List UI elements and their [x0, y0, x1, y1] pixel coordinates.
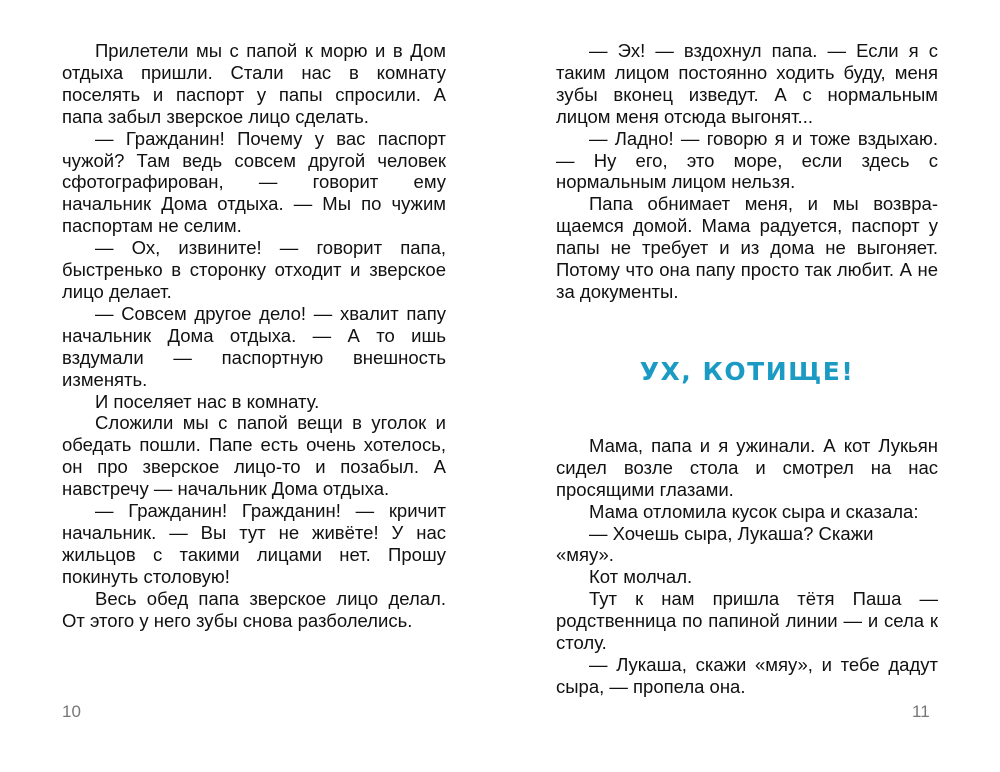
paragraph: Мама отломила кусок сыра и сказала:	[589, 500, 919, 522]
page-number-left: 10	[62, 702, 81, 721]
paragraph-continuation: «мяу».	[556, 544, 614, 566]
paragraph: Мама, папа и я ужинали. А кот Лукьян сидел возле стола и смотрел на нас просящими глазами.	[556, 434, 938, 500]
paragraph: — Лукаша, скажи «мяу», и тебе дадут сыра, — пропела она.	[556, 653, 938, 697]
right-text-column	[556, 40, 938, 698]
paragraph: И поселяет нас в комнату.	[95, 390, 320, 412]
paragraph: Кот молчал.	[589, 566, 693, 588]
left-text-column	[62, 40, 446, 631]
paragraph: Папа обнимает меня, и мы возвращаемся домой. Мама радуется, паспорт у папы не требует и из дома не выгоняет. Потому что она папу просто так любит. А не за документы.	[556, 193, 938, 302]
paragraph: Сложили мы с папой вещи в уголок и обедать пошли. Папе есть очень хотелось, он про зверское лицо-то и позабыл. А навстречу — начальник Дома отдыха.	[62, 412, 446, 500]
paragraph: — Ладно! — говорю я и тоже вздыхаю. — Ну его, это море, если здесь с нормальным лицом нельзя.	[556, 127, 938, 193]
paragraph: Прилетели мы с папой к морю и в Дом отдыха пришли. Стали нас в комнату поселять и паспорт у папы спросили. А папа забыл зверское лицо сделать.	[62, 40, 446, 127]
page-number-right: 11	[912, 702, 930, 721]
paragraph: — Ох, извините! — говорит папа, быстренько в сторонку отходит и зверское лицо делает.	[62, 237, 446, 302]
paragraph: Тут к нам пришла тётя Паша — родственница по папиной линии — и села к столу.	[556, 588, 938, 654]
paragraph: — Хочешь сыра, Лукаша? Скажи	[589, 522, 874, 544]
chapter-heading: УХ, КОТИЩЕ!	[639, 356, 855, 386]
paragraph: — Гражданин! Почему у вас паспорт чужой? Там ведь совсем другой человек сфотографирован, — говорит ему начальник Дома отдыха. — Мы по чужим паспортам не селим.	[62, 127, 446, 237]
right-page	[500, 0, 1000, 772]
paragraph: Весь обед папа зверское лицо делал. От этого у него зубы снова разболелись.	[62, 587, 446, 631]
paragraph: — Эх! — вздохнул папа. — Если я с таким лицом постоянно ходить буду, меня зубы вконец изведут. А с нормальным лицом меня отсюда выгонят...	[556, 40, 938, 127]
paragraph: — Гражданин! Гражданин! — кричит начальник. — Вы тут не живёте! У нас жильцов с такими лицами нет. Прошу покинуть столовую!	[62, 500, 446, 587]
paragraph: — Совсем другое дело! — хвалит папу начальник Дома отдыха. — А то ишь вздумали — паспортную внешность изменять.	[62, 302, 446, 390]
